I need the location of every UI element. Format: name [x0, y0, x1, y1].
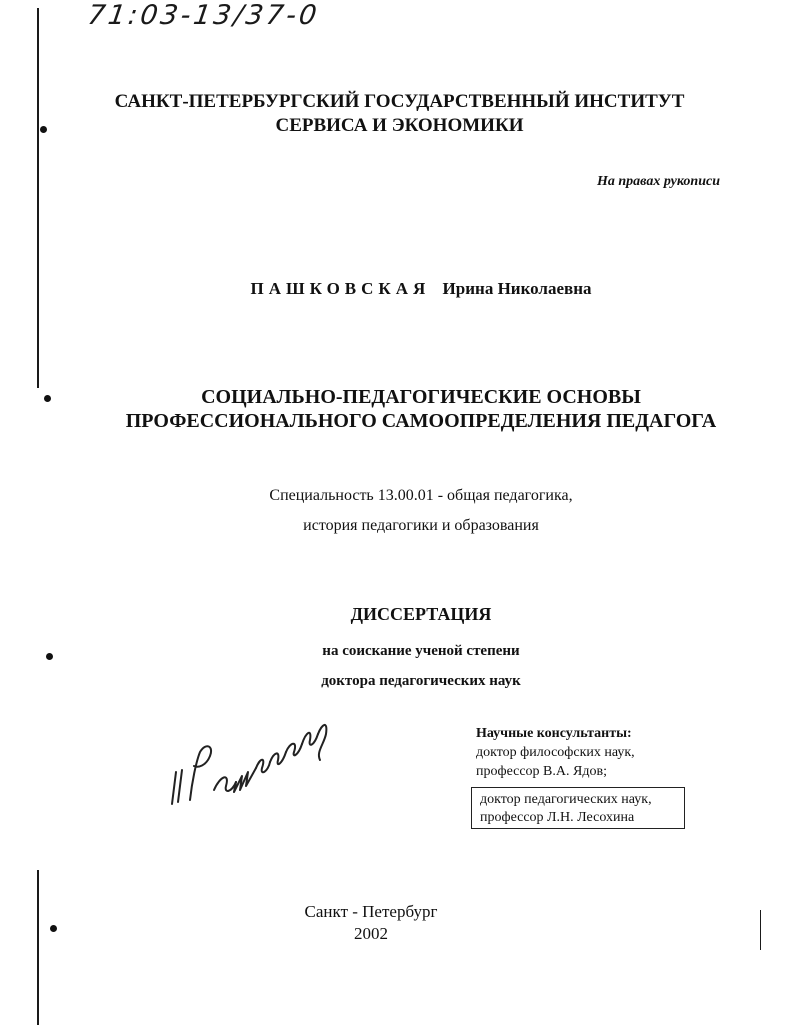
consultant-2-box	[471, 787, 685, 829]
consultant-2-name: профессор Л.Н. Лесохина	[480, 810, 635, 825]
scan-edge-line-right	[760, 910, 761, 950]
archive-code: 71:03-13/37-0	[85, 0, 322, 31]
scan-edge-line	[37, 8, 39, 388]
institution-line1: САНКТ-ПЕТЕРБУРГСКИЙ ГОСУДАРСТВЕННЫЙ ИНСТИТУТ	[114, 91, 685, 112]
specialty-line2: история педагогики и образования	[303, 517, 539, 534]
degree	[0, 636, 799, 696]
institution-line2: СЕРВИСА И ЭКОНОМИКИ	[275, 115, 524, 136]
document-type: ДИССЕРТАЦИЯ	[350, 604, 492, 624]
place-and-year	[0, 901, 742, 945]
title-line1: СОЦИАЛЬНО-ПЕДАГОГИЧЕСКИЕ ОСНОВЫ	[201, 386, 641, 408]
specialty-line1: Специальность 13.00.01 - общая педагогика,	[269, 487, 573, 504]
title-line2: ПРОФЕССИОНАЛЬНОГО САМООПРЕДЕЛЕНИЯ ПЕДАГОГА	[125, 410, 717, 432]
consultants-heading: Научные консультанты:	[476, 726, 632, 741]
scientific-consultants	[476, 724, 635, 781]
consultant-2-degree: доктор педагогических наук,	[480, 792, 652, 807]
author-name: Ирина Николаевна	[442, 279, 592, 298]
handwritten-signature	[170, 712, 340, 812]
degree-line2: доктора педагогических наук	[321, 673, 521, 689]
specialty	[0, 481, 799, 541]
author	[0, 279, 799, 299]
year: 2002	[354, 924, 388, 943]
author-surname: ПАШКОВСКАЯ	[250, 279, 431, 298]
consultant-1-degree: доктор философских наук,	[476, 745, 635, 760]
consultant-1-name: профессор В.А. Ядов;	[476, 764, 607, 779]
manuscript-rights: На правах рукописи	[597, 174, 720, 189]
city: Санкт - Петербург	[304, 902, 438, 921]
degree-line1: на соискание ученой степени	[322, 643, 520, 659]
scan-edge-line-lower	[37, 870, 39, 1025]
institution-name	[0, 90, 799, 138]
dissertation-title	[0, 385, 799, 433]
